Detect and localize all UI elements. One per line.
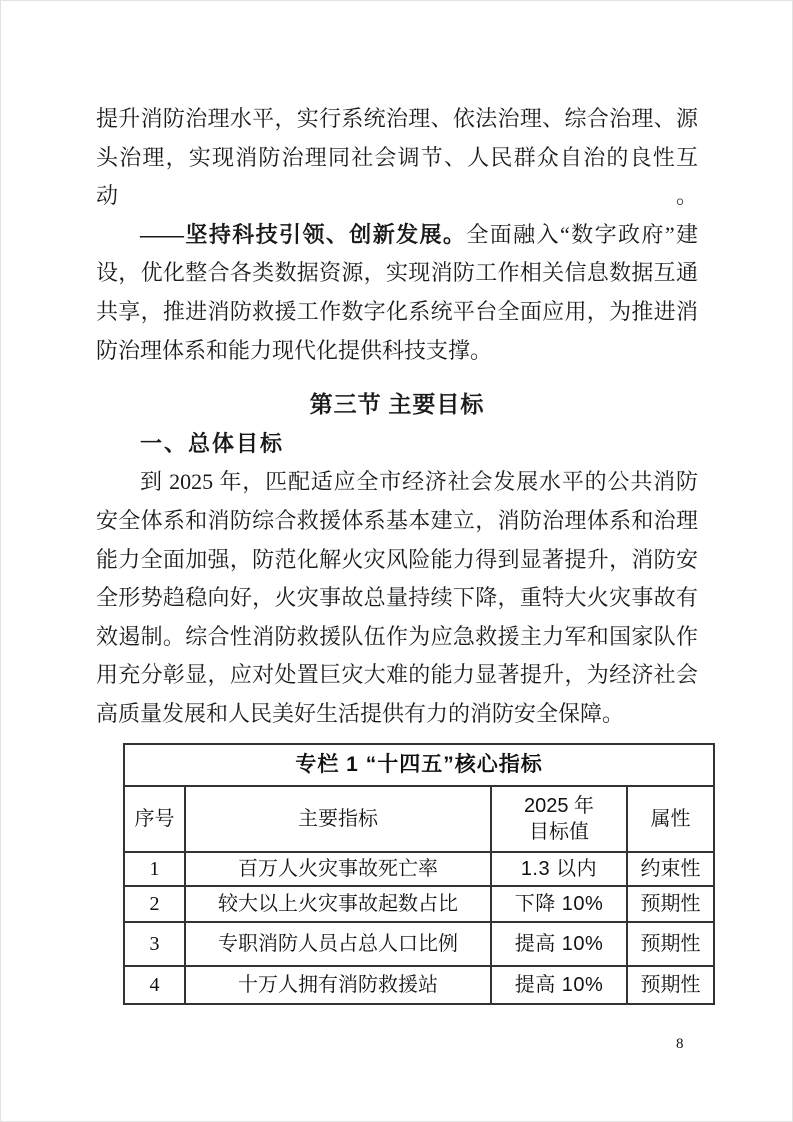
col-header-no: 序号 [124, 786, 185, 852]
cell-indicator: 较大以上火灾事故起数占比 [185, 886, 491, 922]
paragraph-technology [96, 216, 698, 370]
cell-attribute: 预期性 [627, 886, 714, 922]
cell-no: 2 [124, 886, 185, 922]
table-header-row [124, 786, 714, 852]
col-header-target [491, 786, 627, 852]
table-title-row [124, 744, 714, 786]
section-heading: 第三节 主要目标 [309, 392, 485, 418]
cell-target: 下降 10% [491, 886, 627, 922]
text-line: 高质量发展和人民美好生活提供有力的消防安全保障。 [96, 700, 625, 726]
paragraph-governance [96, 100, 698, 216]
col-header-indicator: 主要指标 [185, 786, 491, 852]
cell-no: 3 [124, 922, 185, 966]
sub-heading: 一、总体目标 [140, 430, 285, 456]
col-header-attribute: 属性 [627, 786, 714, 852]
cell-target: 提高 10% [491, 966, 627, 1004]
cell-indicator: 百万人火灾事故死亡率 [185, 852, 491, 886]
text-line: 到 2025 年，匹配适应全市经济社会发展水平的公共消防 [140, 469, 698, 495]
text-line: 共享，推进消防救援工作数字化系统平台全面应用，为推进消 [96, 298, 698, 324]
text-line: 安全体系和消防综合救援体系基本建立，消防治理体系和治理 [96, 507, 698, 533]
text-line [96, 216, 698, 255]
core-indicators-table [123, 743, 715, 1005]
text-line: 能力全面加强，防范化解火灾风险能力得到显著提升，消防安 [96, 546, 698, 572]
cell-target: 提高 10% [491, 922, 627, 966]
col-header-target-line1: 2025 年 [523, 794, 595, 817]
paragraph-lead-bold: ——坚持科技引领、创新发展。 [140, 221, 467, 247]
cell-no: 4 [124, 966, 185, 1004]
table-row [124, 966, 714, 1004]
text-line: 用充分彰显，应对处置巨灾大难的能力显著提升，为经济社会 [96, 662, 698, 688]
text-line: 头治理，实现消防治理同社会调节、人民群众自治的良性互动。 [96, 144, 698, 209]
cell-attribute: 预期性 [627, 966, 714, 1004]
table-title: 专栏 1 “十四五”核心指标 [124, 744, 714, 786]
cell-attribute: 预期性 [627, 922, 714, 966]
page-content [96, 100, 701, 1005]
cell-target: 1.3 以内 [491, 852, 627, 886]
text-line: 效遏制。综合性消防救援队伍作为应急救援主力军和国家队作 [96, 623, 698, 649]
cell-no: 1 [124, 852, 185, 886]
col-header-target-line2: 目标值 [529, 820, 589, 843]
cell-attribute: 约束性 [627, 852, 714, 886]
table-row [124, 922, 714, 966]
paragraph-lead-rest: 全面融入“数字政府”建 [466, 221, 698, 247]
table-row [124, 852, 714, 886]
table-row [124, 886, 714, 922]
text-line: 提升消防治理水平，实行系统治理、依法治理、综合治理、源 [96, 106, 698, 131]
cell-indicator: 十万人拥有消防救援站 [185, 966, 491, 1004]
cell-indicator: 专职消防人员占总人口比例 [185, 922, 491, 966]
text-line: 设，优化整合各类数据资源，实现消防工作相关信息数据互通 [96, 260, 698, 286]
paragraph-overall-goal [96, 463, 698, 733]
page-number: 8 [676, 1036, 684, 1052]
text-line: 全形势趋稳向好，火灾事故总量持续下降，重特大火灾事故有 [96, 585, 698, 611]
text-line: 防治理体系和能力现代化提供科技支撑。 [96, 337, 493, 363]
